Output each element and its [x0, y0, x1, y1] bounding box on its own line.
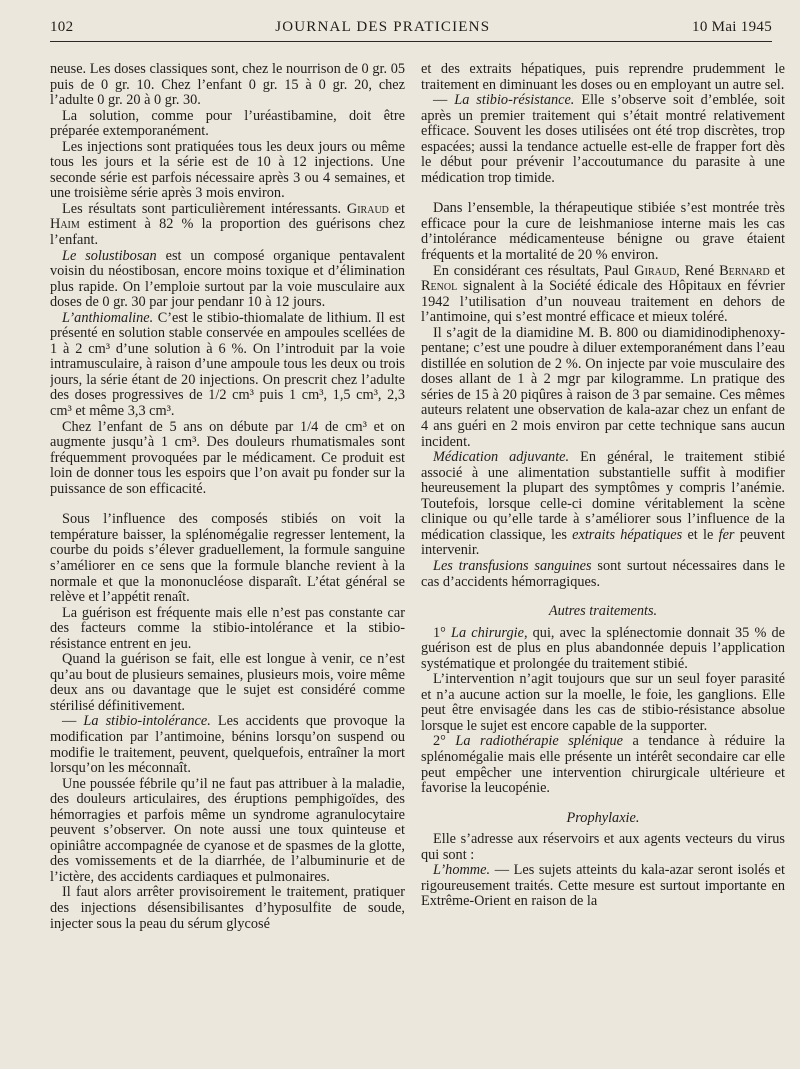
drug-name: Le solustibosan — [62, 247, 157, 264]
paragraph: Il s’agit de la diamidine M. B. 800 ou diamidinodiphenoxy-pentane; c’est une poudre à diluer extemporanément dans l’eau distillée en solution de 2 %. On injecte par voie musculaire des doses allant de 1 à 2 mgr par kilogramme. Ln pratique des séries de 15 à 20 piqûres à raison de 3 par semaine. Ces mêmes auteurs relatent une observation de kala-azar chez un enfant de 4 ans guéri en 2 mois environ par cette technique sans aucun incident. — [421, 324, 785, 450]
text-run: Elle s’observe soit d’emblée, soit après un premier traitement qui s’était montré relativement efficace. Souvent les doses utilisées ont été trop discrètes, trop espacées; aussi la tendance actuelle est-elle de frapper fort dès le début pour prévenir l’accoutumance du parasite à une médication trop timide. — [421, 92, 785, 186]
text-run: En considérant ces résultats, Paul — [433, 262, 635, 279]
paragraph — [421, 450, 785, 559]
section-heading-autres-traitements: Autres traitements. — [548, 603, 658, 620]
text-run: 2° — [433, 733, 456, 750]
paragraph: Il faut alors arrêter provisoirement le traitement, pratiquer des injections désensibilisantes d’hyposulfite de soude, injecter sous la peau du sérum glycosé — [50, 884, 405, 932]
author-name: Giraud — [346, 200, 389, 217]
paragraph — [421, 863, 785, 910]
paragraph — [50, 202, 405, 249]
right-column — [421, 62, 785, 1061]
paragraph: neuse. Les doses classiques sont, chez le nourrison de 0 gr. 05 puis de 0 gr. 10. Chez l’enfant 0 gr. 15 à 0 gr. 20, chez l’adulte 0 gr. 20 à 0 gr. 30. — [50, 62, 405, 109]
text-run: et — [769, 262, 785, 279]
text-run: C’est le stibio-thiomalate de lithium. Il est présenté en solution stable conservée en ampoules scellées de 1 à 2 cm³ d’une solution à 6 %. On l’introduit par la voie intramusculaire, à raison d’une ampoule tous les deux ou trois jours, la série étant de 20 injections. On prescrit chez l’adulte des doses progressives de 1/2 cm³ puis 1 cm³, 1,5 cm³, 2,3 cm³ et même 3,3 cm³. — [50, 309, 405, 420]
section-heading-prophylaxie: Prophylaxie. — [566, 809, 640, 826]
paragraph — [50, 311, 405, 420]
emphasis: extraits hépatiques — [572, 526, 683, 543]
paragraph: Les injections sont pratiquées tous les deux jours ou même tous les jours et la série est de 10 à 12 injections. Une seconde série est parfois nécessaire après 3 ou 4 semaines, et une troisième série après 3 mois environ. — [50, 138, 405, 202]
text-run: , René — [676, 262, 720, 279]
left-column — [50, 62, 405, 1061]
paragraph: et des extraits hépatiques, puis reprendre prudemment le traitement en diminuant les doses ou en employant un autre sel. — [421, 62, 785, 93]
text-run: 1° — [433, 624, 452, 641]
paragraph: La solution, comme pour l’uréastibamine, doit être préparée extemporanément. — [50, 107, 405, 140]
emphasis: fer — [718, 526, 735, 543]
emphasis: La radiothérapie splénique — [455, 733, 623, 750]
paragraph: Chez l’enfant de 5 ans on débute par 1/4 de cm³ et on augmente jusqu’à 1 cm³. Des douleurs rhumatismales sont fréquemment provoquées par le médicament. Ce produit est loin de donner tous les espoirs que l’on avait pu fonder sur la puissance de son efficacité. — [50, 418, 405, 497]
header-rule — [50, 41, 772, 42]
text-run: , qui, avec la splénectomie donnait 35 % de guérison est de plus en plus abandonnée depuis l’application systématique et prolongée du traitement stibié. — [421, 624, 785, 672]
journal-title: JOURNAL DES PRATICIENS — [275, 18, 491, 35]
text-run: estiment à 82 % la proportion des guérisons chez l’enfant. — [50, 216, 405, 249]
subheading-inline: L’homme. — [433, 862, 491, 879]
paragraph: Sous l’influence des composés stibiés on voit la température baisser, la splénomégalie regresser lentement, la courbe du poids s’élever graduellement, la formule sanguine s’améliorer en ce sens que la formule blanche revient à la normale et que la mononucléose disparaît. L’état général se relève et l’appétit renaît. — [50, 511, 405, 606]
paragraph: L’intervention n’agit toujours que sur un seul foyer parasité et n’a aucune action sur la moelle, le foie, les ganglions. Elle peut être envisagée dans les cas de stibio-résistance absolue lorsque le sujet est encore capable de la supporter. — [421, 671, 785, 734]
text-run: et le — [682, 526, 719, 543]
paragraph — [421, 626, 785, 673]
text-run: a tendance à réduire la splénomégalie mais elle présente un intérêt secondaire car elle peut empêcher une intervention chirurgicale ultérieure et favorise la leucopénie. — [421, 733, 785, 797]
text-run: En général, le traitement stibié associé à une alimentation substantielle suffit à modifier heureusement la plupart des symptômes y compris l’anémie. Toutefois, lorsque celle-ci domine véritablement la scène clinique ou qu’elle tarde à s’améliorer sous l’influence de la médication classique, les — [421, 449, 785, 543]
text-run: sont surtout nécessaires dans le cas d’accidents hémorragiques. — [421, 557, 785, 590]
text-run: Les résultats sont particulièrement intéressants. — [62, 200, 342, 217]
paragraph: Dans l’ensemble, la thérapeutique stibiée s’est montrée très efficace pour la cure de leishmaniose interne mais les cas d’intolérance médicamenteuse bénigne ou grave étaient fréquents et la mortalité de 20 % environ. — [421, 200, 785, 264]
issue-date: 10 Mai 1945 — [692, 18, 772, 35]
text-run: signalent à la Société édicale des Hôpitaux en février 1942 l’utilisation d’un nouveau traitement en dehors de l’antimoine, qui s’est montré efficace et mieux toléré. — [421, 278, 785, 326]
paragraph — [50, 249, 405, 311]
author-name: Haim — [50, 216, 80, 233]
paragraph — [50, 714, 405, 776]
author-name: Bernard — [719, 262, 770, 279]
paragraph: Quand la guérison se fait, elle est longue à venir, ce n’est qu’au bout de plusieurs semaines, plusieurs mois, voire même deux ans ou davantage que le sujet est considéré comme stérilisé définitivement. — [50, 651, 405, 714]
paragraph — [421, 264, 785, 326]
running-header — [50, 14, 772, 40]
paragraph: Elle s’adresse aux réservoirs et aux agents vecteurs du virus qui sont : — [421, 831, 785, 863]
paragraph: La guérison est fréquente mais elle n’est pas constante car des facteurs comme la stibio-intolérance et la stibio-résistance entrent en jeu. — [50, 604, 405, 652]
paragraph: Une poussée fébrile qu’il ne faut pas attribuer à la maladie, des douleurs articulaires, des éruptions pemphigoïdes, des hémorragies et parfois même un syndrome agranulocytaire peuvent s’observer. On note aussi une toux quinteuse et opiniâtre accompagnée de cyanose et de spasmes de la glotte, des vomissements et de la diarrhée, de l’albuminurie et de l’ictère, des accidents cardiaques et pulmonaires. — [50, 775, 405, 885]
page-number: 102 — [50, 18, 74, 35]
paragraph — [421, 734, 785, 796]
text-run: est un composé organique pentavalent voisin du néostibosan, encore moins toxique et d’élimination plus rapide. On l’emploie surtout par la voie musculaire aux doses de 0 gr. 30 par jour pendanr 10 à 12 jours. — [50, 247, 405, 311]
author-name: Renol — [421, 278, 458, 295]
text-run: et — [388, 200, 405, 217]
subheading-inline: La stibio-intolérance. — [83, 713, 211, 730]
text-run: Les accidents que provoque la modification par l’antimoine, bénins lorsqu’on suspend ou modifie le traitement, peuvent, quelquefois, entraîner la mort lorsqu’on les méconnaît. — [50, 713, 405, 777]
paragraph — [421, 93, 785, 186]
paragraph — [421, 559, 785, 590]
emphasis: Les transfusions sanguines — [433, 557, 592, 574]
text-run: — — [62, 713, 84, 730]
text-run: peuvent intervenir. — [421, 526, 785, 559]
subheading-inline: La stibio-résistance. — [454, 92, 575, 109]
author-name: Giraud — [634, 262, 677, 279]
emphasis: La chirurgie — [451, 624, 524, 641]
text-run: — — [433, 92, 455, 109]
text-run: — Les sujets atteints du kala-azar seront isolés et rigoureusement traités. Cette mesure est surtout importante en Extrême-Orient en raison de la — [421, 862, 785, 910]
subheading-inline: Médication adjuvante. — [433, 449, 570, 466]
drug-name: L’anthiomaline. — [62, 309, 154, 326]
